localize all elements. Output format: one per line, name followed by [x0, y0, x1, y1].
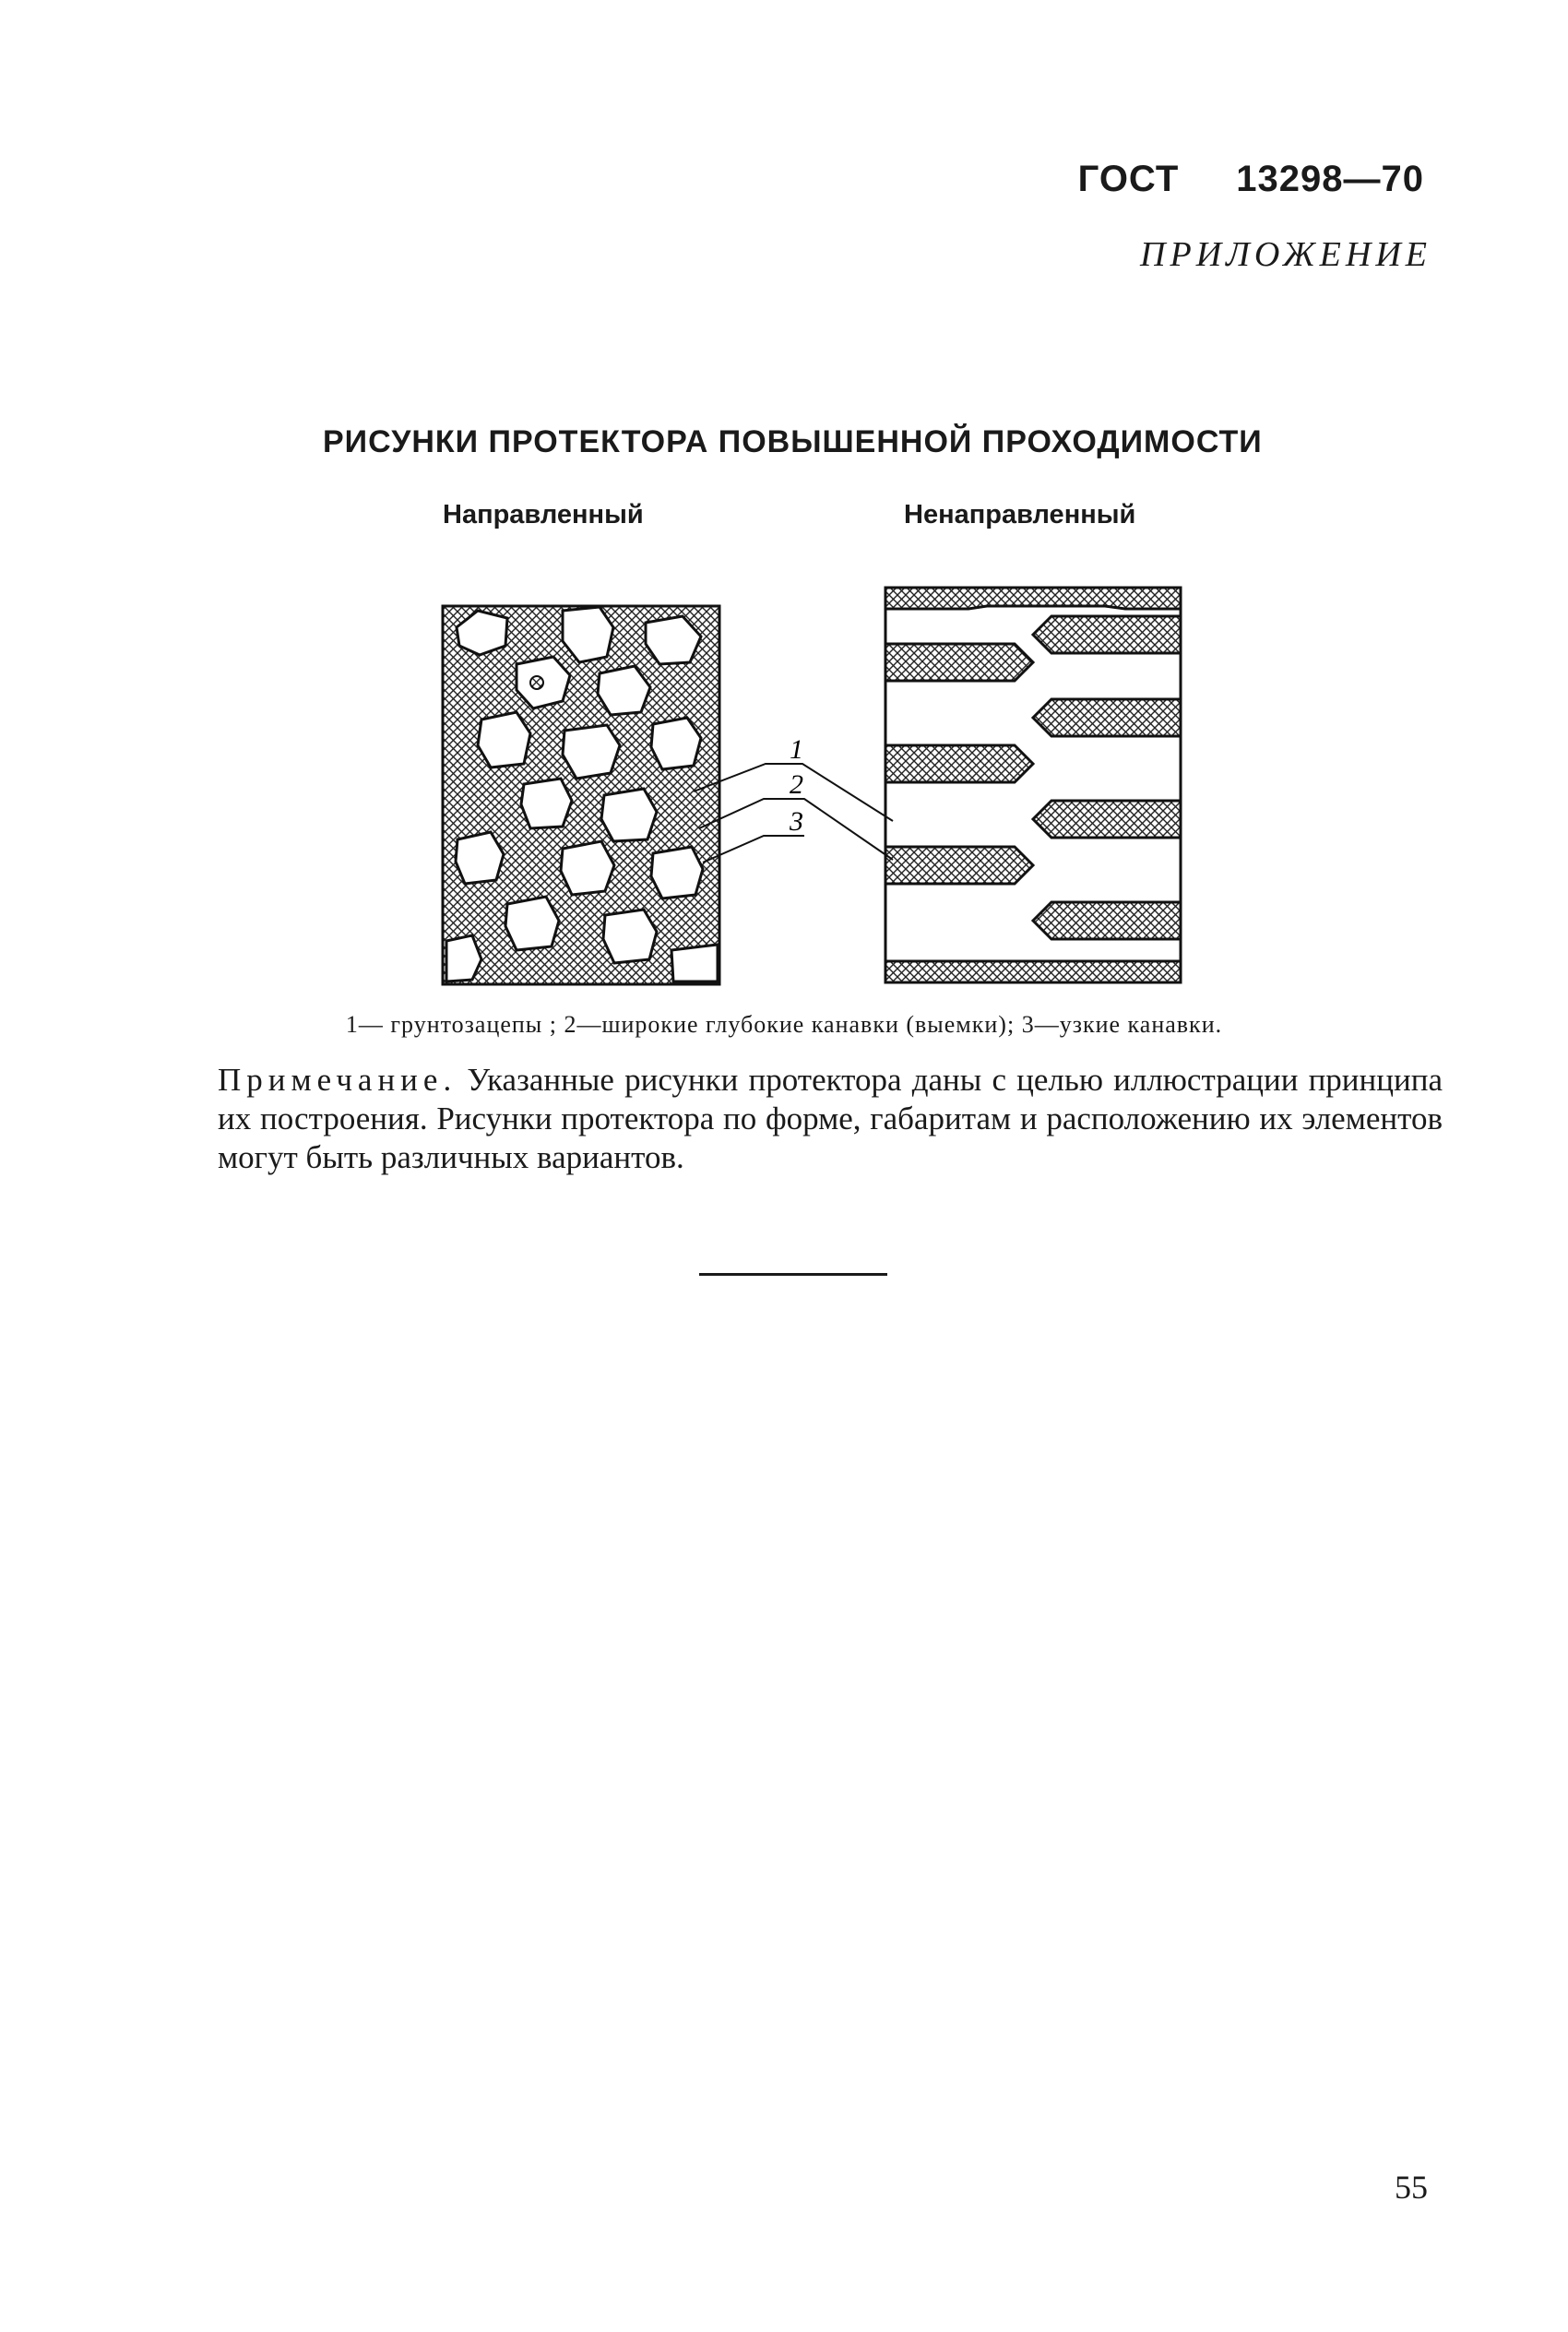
callout-3: 3 [790, 806, 803, 837]
callout-1: 1 [790, 734, 803, 765]
figure-title: РИСУНКИ ПРОТЕКТОРА ПОВЫШЕННОЙ ПРОХОДИМОСТИ [323, 424, 1263, 459]
separator-rule [699, 1273, 887, 1276]
non-directional-label: Ненаправленный [904, 500, 1136, 529]
standard-label: ГОСТ [1077, 159, 1180, 199]
standard-number: 13298—70 [1236, 159, 1424, 199]
note-label: Примечание. [218, 1062, 457, 1098]
directional-label: Направленный [443, 500, 644, 529]
non-directional-tread-drawing [885, 588, 1181, 982]
directional-tread-drawing [443, 606, 719, 984]
callout-2: 2 [790, 769, 803, 800]
appendix-heading: ПРИЛОЖЕНИЕ [1140, 235, 1431, 274]
note-paragraph [218, 1061, 1443, 1177]
note-text: Указанные рисунки протектора даны с целью иллюстрации принципа их построения. Рисунки протектора по форме, габаритам и расположению их элементов могут быть различных вариантов. [218, 1062, 1443, 1175]
tread-figure [424, 553, 1218, 1015]
callouts [694, 734, 893, 863]
standard-designation [1078, 159, 1424, 200]
figure-caption: 1— грунтозацепы ; 2—широкие глубокие канавки (выемки); 3—узкие канавки. [345, 1011, 1223, 1038]
page-number: 55 [1395, 2169, 1428, 2206]
